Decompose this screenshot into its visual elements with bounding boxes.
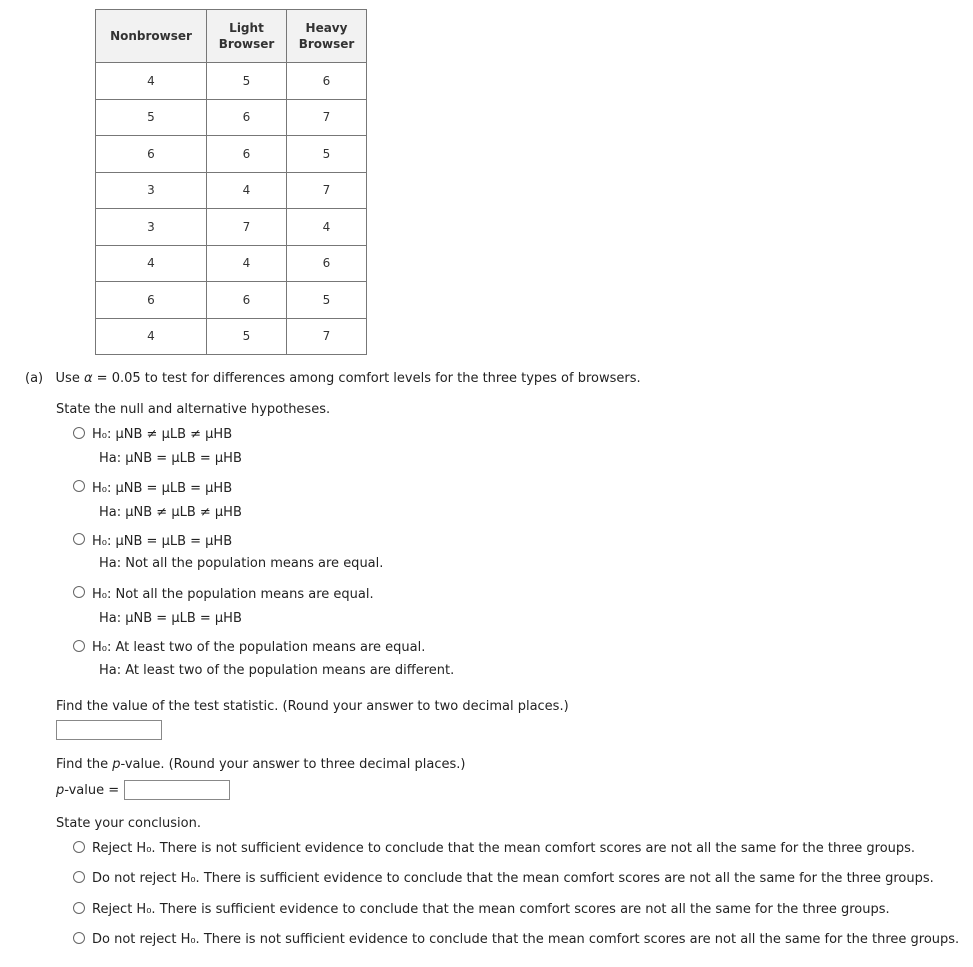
conclusion-option-1-radio[interactable]	[73, 841, 85, 853]
table-cell: 6	[287, 63, 367, 100]
data-table	[95, 9, 367, 355]
hypothesis-option-4-h0: H₀: Not all the population means are equal.	[92, 587, 374, 602]
table-cell: 7	[207, 209, 287, 246]
conclusion-option-2-label: Do not reject H₀. There is sufficient evidence to conclude that the mean comfort scores are not all the same for the three groups.	[92, 871, 934, 886]
hypothesis-option-2-ha: Ha: μNB ≠ μLB ≠ μHB	[99, 505, 242, 520]
conclusion-prompt: State your conclusion.	[56, 816, 201, 831]
part-label: (a)	[25, 371, 44, 386]
table-cell: 3	[96, 172, 207, 209]
hypothesis-option-3-ha: Ha: Not all the population means are equal.	[99, 556, 384, 571]
table-cell: 7	[287, 318, 367, 355]
part-a-prompt: (a) Use α = 0.05 to test for differences among comfort levels for the three types of browsers.	[25, 371, 641, 386]
hypothesis-option-5-radio[interactable]	[73, 640, 85, 652]
conclusion-option-3-label: Reject H₀. There is sufficient evidence to conclude that the mean comfort scores are not all the same for the three groups.	[92, 902, 890, 917]
column-header-heavy-browser: Heavy Browser	[287, 10, 367, 63]
table-cell: 5	[287, 136, 367, 173]
table-row	[96, 209, 367, 246]
hypothesis-option-1-ha: Ha: μNB = μLB = μHB	[99, 451, 242, 466]
conclusion-option-4-label: Do not reject H₀. There is not sufficient evidence to conclude that the mean comfort scores are not all the same for the three groups.	[92, 932, 960, 947]
table-row	[96, 282, 367, 319]
table-cell: 7	[287, 99, 367, 136]
test-statistic-prompt: Find the value of the test statistic. (Round your answer to two decimal places.)	[56, 699, 569, 714]
table-row	[96, 136, 367, 173]
conclusion-option-1-label: Reject H₀. There is not sufficient evidence to conclude that the mean comfort scores are not all the same for the three groups.	[92, 841, 916, 856]
table-cell: 5	[96, 99, 207, 136]
table-cell: 5	[207, 318, 287, 355]
pvalue-label: p-value =	[56, 783, 120, 798]
table-row	[96, 99, 367, 136]
table-row	[96, 318, 367, 355]
hypothesis-option-4-radio[interactable]	[73, 586, 85, 598]
conclusion-option-2-radio[interactable]	[73, 871, 85, 883]
hypotheses-prompt: State the null and alternative hypotheses.	[56, 402, 331, 417]
table-cell: 4	[207, 172, 287, 209]
hypothesis-option-3-h0: H₀: μNB = μLB = μHB	[92, 534, 233, 549]
table-cell: 4	[96, 63, 207, 100]
hypothesis-option-1-radio[interactable]	[73, 427, 85, 439]
table-row	[96, 63, 367, 100]
table-cell: 6	[207, 99, 287, 136]
hypothesis-option-2-radio[interactable]	[73, 480, 85, 492]
table-cell: 6	[96, 136, 207, 173]
table-cell: 4	[96, 245, 207, 282]
conclusion-option-3-radio[interactable]	[73, 902, 85, 914]
pvalue-prompt: Find the p-value. (Round your answer to three decimal places.)	[56, 757, 466, 772]
table-cell: 6	[287, 245, 367, 282]
column-header-light-browser: Light Browser	[207, 10, 287, 63]
conclusion-option-4-radio[interactable]	[73, 932, 85, 944]
test-statistic-input[interactable]	[56, 720, 162, 740]
table-header-row	[96, 10, 367, 63]
alpha-symbol: α	[83, 371, 93, 386]
table-row	[96, 245, 367, 282]
table-cell: 6	[207, 282, 287, 319]
table-cell: 4	[207, 245, 287, 282]
pvalue-input[interactable]	[124, 780, 230, 800]
hypothesis-option-2-h0: H₀: μNB = μLB = μHB	[92, 481, 233, 496]
table-cell: 4	[96, 318, 207, 355]
table-cell: 3	[96, 209, 207, 246]
table-row	[96, 172, 367, 209]
hypothesis-option-5-ha: Ha: At least two of the population means are different.	[99, 663, 455, 678]
hypothesis-option-4-ha: Ha: μNB = μLB = μHB	[99, 611, 242, 626]
column-header-nonbrowser: Nonbrowser	[96, 10, 207, 63]
table-cell: 5	[287, 282, 367, 319]
table-cell: 6	[207, 136, 287, 173]
hypothesis-option-1-h0: H₀: μNB ≠ μLB ≠ μHB	[92, 427, 233, 442]
table-cell: 5	[207, 63, 287, 100]
hypothesis-option-5-h0: H₀: At least two of the population means are equal.	[92, 640, 426, 655]
hypothesis-option-3-radio[interactable]	[73, 533, 85, 545]
table-cell: 6	[96, 282, 207, 319]
table-cell: 7	[287, 172, 367, 209]
table-cell: 4	[287, 209, 367, 246]
